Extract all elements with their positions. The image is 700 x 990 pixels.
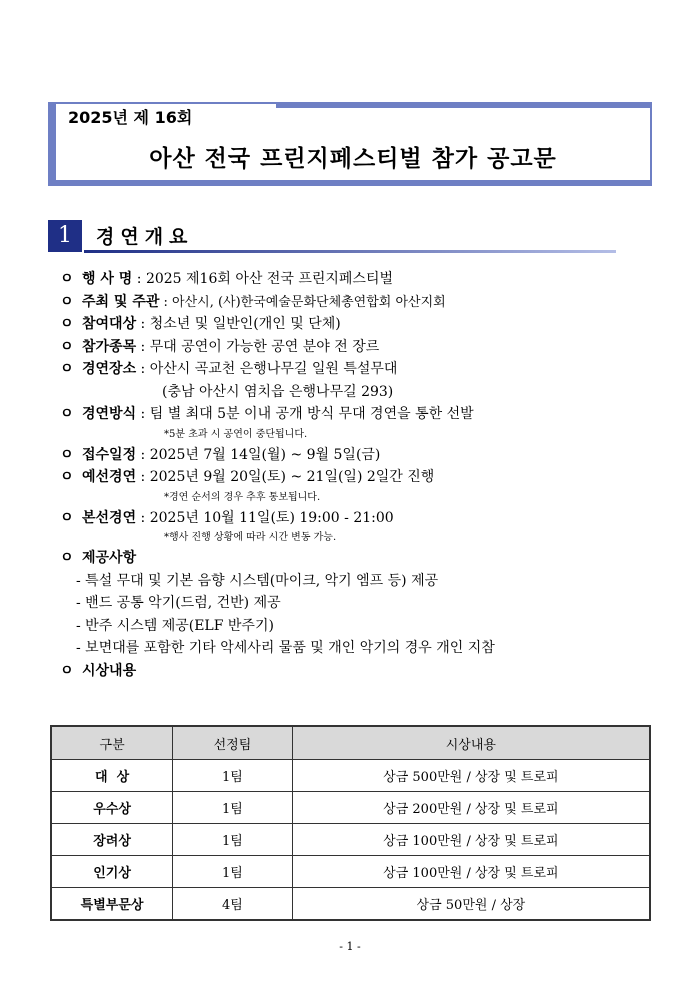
info-item-provisions (60, 547, 660, 570)
info-item-organizer (60, 291, 660, 314)
page-number: - 1 - (339, 940, 361, 953)
awards-table (50, 725, 651, 921)
bullet-circle-icon: ㅇ (60, 550, 74, 566)
venue-address: (충남 아산시 염치읍 은행나무길 293) (162, 383, 394, 400)
award-category: 인기상 (51, 856, 173, 888)
bullet-circle-icon: ㅇ (60, 406, 74, 422)
award-prize: 상금 100만원 / 상장 및 트로피 (292, 856, 650, 888)
section-title: 경연개요 (96, 226, 194, 248)
table-header-cell: 시상내용 (292, 726, 650, 760)
award-teams: 1팀 (173, 792, 293, 824)
item-text: : 팀 별 최대 5분 이내 공개 방식 무대 경연을 통한 선발 (136, 406, 474, 422)
bullet-circle-icon: ㅇ (60, 446, 74, 463)
section-number: 1 (48, 220, 82, 252)
award-category: 장려상 (51, 824, 173, 856)
item-label: 예선경연 (82, 469, 137, 485)
title-box-bottom-bar (48, 180, 652, 186)
bullet-circle-icon: ㅇ (60, 469, 74, 485)
note-method: *5분 초과 시 공연이 중단됩니다. (164, 428, 308, 440)
item-text: : 2025 제16회 아산 전국 프린지페스티벌 (132, 271, 394, 287)
award-teams: 1팀 (173, 760, 293, 792)
award-category: 우수상 (51, 792, 173, 824)
item-text: : 아산시 곡교천 은행나무길 일원 특설무대 (136, 361, 398, 377)
item-label: 주최 및 주관 (82, 293, 160, 310)
info-item-registration (60, 444, 660, 467)
table-header-row (51, 726, 650, 760)
item-text: : 청소년 및 일반인(개인 및 단체) (136, 316, 341, 332)
info-item-method (60, 403, 660, 426)
bullet-circle-icon: ㅇ (60, 662, 74, 679)
table-row (51, 888, 650, 921)
award-category: 특별부문상 (51, 888, 173, 921)
bullet-circle-icon: ㅇ (60, 293, 74, 310)
award-teams: 4팀 (173, 888, 293, 921)
provision-item: - 특설 무대 및 기본 음향 시스템(마이크, 악기 엠프 등) 제공 (76, 572, 439, 589)
section-underline (84, 250, 616, 253)
award-category: 대 상 (51, 760, 173, 792)
title-box-top-line (48, 102, 276, 104)
info-item-event-name (60, 268, 660, 291)
item-text: : 2025년 7월 14일(월) ~ 9월 5일(금) (136, 446, 381, 463)
info-item-venue (60, 358, 660, 381)
provision-item: - 보면대를 포함한 기타 악세사리 물품 및 개인 악기의 경우 개인 지참 (76, 640, 495, 656)
item-label: 경연장소 (82, 361, 137, 377)
bullet-circle-icon: ㅇ (60, 316, 74, 332)
document-title: 아산 전국 프린지페스티벌 참가 공고문 (149, 146, 557, 172)
item-label: 접수일정 (82, 446, 137, 463)
item-text: : 2025년 9월 20일(토) ~ 21일(일) 2일간 진행 (136, 469, 435, 485)
award-teams: 1팀 (173, 824, 293, 856)
info-item-preliminary (60, 466, 660, 489)
item-label: 제공사항 (82, 550, 137, 566)
table-header-cell: 선정팀 (173, 726, 293, 760)
info-item-participants (60, 313, 660, 336)
item-label: 행 사 명 (82, 271, 133, 287)
award-prize: 상금 100만원 / 상장 및 트로피 (292, 824, 650, 856)
title-box-right-line (650, 102, 652, 186)
table-header-cell: 구분 (51, 726, 173, 760)
info-item-awards (60, 660, 660, 683)
info-list (60, 268, 660, 682)
title-box-top-bar (276, 102, 652, 108)
table-row (51, 760, 650, 792)
award-prize: 상금 200만원 / 상장 및 트로피 (292, 792, 650, 824)
bullet-circle-icon: ㅇ (60, 338, 74, 355)
item-label: 시상내용 (82, 662, 137, 679)
bullet-circle-icon: ㅇ (60, 361, 74, 377)
award-prize: 상금 500만원 / 상장 및 트로피 (292, 760, 650, 792)
item-label: 경연방식 (82, 406, 137, 422)
item-label: 참가종목 (82, 338, 137, 355)
info-item-final (60, 507, 660, 530)
item-label: 본선경연 (82, 509, 137, 526)
item-label: 참여대상 (82, 316, 137, 332)
table-row (51, 824, 650, 856)
table-row (51, 792, 650, 824)
info-item-genre (60, 336, 660, 359)
bullet-circle-icon: ㅇ (60, 271, 74, 287)
award-teams: 1팀 (173, 856, 293, 888)
bullet-circle-icon: ㅇ (60, 509, 74, 526)
note-final: *행사 진행 상황에 따라 시간 변동 가능. (164, 532, 337, 543)
item-text: : 무대 공연이 가능한 공연 분야 전 장르 (136, 338, 380, 355)
document-subtitle: 2025년 제 16회 (68, 108, 193, 127)
item-text: : 아산시, (사)한국예술문화단체총연합회 아산지회 (159, 294, 446, 310)
provision-item: - 밴드 공통 악기(드럼, 건반) 제공 (76, 595, 281, 611)
item-text: : 2025년 10월 11일(토) 19:00 - 21:00 (136, 509, 394, 526)
table-row (51, 856, 650, 888)
title-box-left-bar (48, 102, 56, 186)
note-preliminary: *경연 순서의 경우 추후 통보됩니다. (164, 491, 321, 503)
provision-item: - 반주 시스템 제공(ELF 반주기) (76, 617, 274, 634)
title-box (48, 102, 652, 186)
award-prize: 상금 50만원 / 상장 (292, 888, 650, 921)
